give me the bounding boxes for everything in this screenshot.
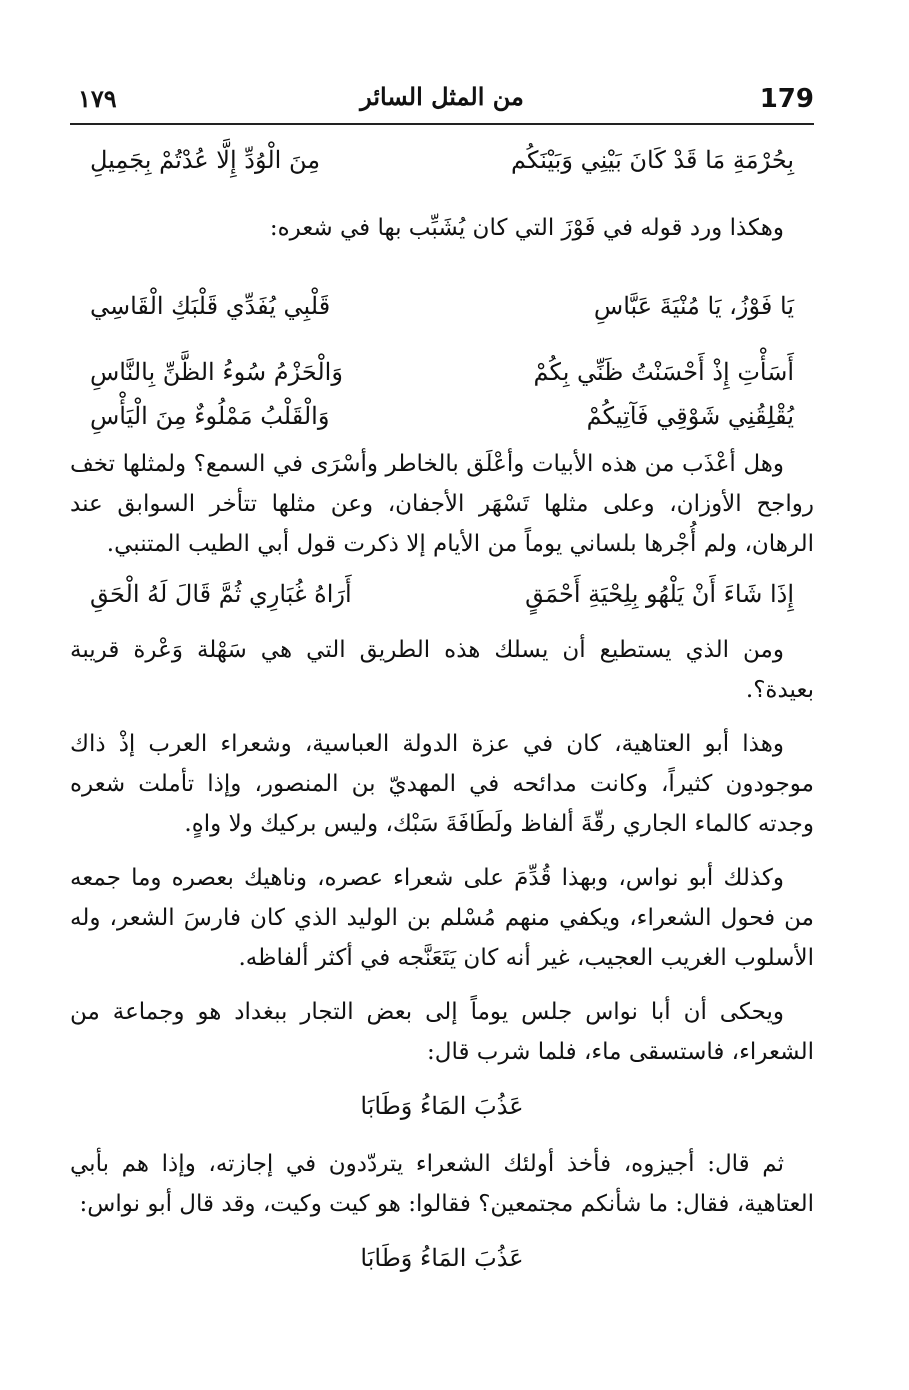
verse-first-hemistich: بِحُرْمَةِ مَا قَدْ كَانَ بَيْنِي وَبَيْنَكُم (510, 146, 794, 174)
verse-first-hemistich: أَسَأْتِ إِذْ أَحْسَنْتُ ظَنِّي بِكُمْ (533, 358, 794, 386)
verse-second-hemistich: وَالْقَلْبُ مَمْلُوءٌ مِنَ الْيَأْسِ (90, 402, 330, 430)
verse-second-hemistich: قَلْبِي يُفَدِّي قَلْبَكِ الْقَاسِي (90, 292, 331, 320)
paragraph: ثم قال: أجيزوه، فأخذ أولئك الشعراء يتردّدون في إجازته، وإذا هم بأبي العتاهية، فقال: ما شأنكم مجتمعين؟ فقالوا: هو كيت وكيت، وقد قال أبو نواس: (70, 1151, 814, 1217)
verse-first-hemistich: يَا فَوْزُ، يَا مُنْيَةَ عَبَّاسِ (593, 292, 794, 320)
page-body (70, 140, 814, 1278)
page-number-arabic: ١٧٩ (78, 84, 117, 113)
verse-hemistich: عَذُبَ المَاءُ وَطَابَا (360, 1092, 524, 1120)
verse-line (70, 288, 814, 324)
verse-first-hemistich: إِذَا شَاءَ أَنْ يَلْهُو بِلِحْيَةِ أَحْمَقٍ (525, 580, 794, 608)
header-rule (70, 123, 814, 125)
paragraph: وهكذا ورد قوله في فَوْزَ التي كان يُشَبِّب بها في شعره: (269, 215, 784, 241)
paragraph: وكذلك أبو نواس، وبهذا قُدِّمَ على شعراء عصره، وناهيك بعصره وما جمعه من فحول الشعراء، ويكفي منهم مُسْلم بن الوليد الذي كان فارسَ الشعر، وله الأسلوب الغريب العجيب، غير أنه كان يَتَعَنَّجه في أكثر ألفاظه. (70, 865, 814, 971)
verse-line (70, 398, 814, 434)
paragraph: وهل أعْذَب من هذه الأبيات وأعْلَق بالخاطر وأسْرَى في السمع؟ ولمثلها تخف رواجح الأوزان، وعلى مثلها تَسْهَر الأجفان، وعن مثلها تتأخر السوابق عند الرهان، ولم أُجْرها بلساني يوماً من الأيام إلا ذكرت قول أبي الطيب المتنبي. (70, 451, 814, 557)
paragraph: وهذا أبو العتاهية، كان في عزة الدولة العباسية، وشعراء العرب إذْ ذاك موجودون كثيراً، وكانت مدائحه في المهديّ بن المنصور، وإذا تأملت شعره وجدته كالماء الجاري رقّةَ ألفاظ ولَطَافَةَ سَبْك، وليس بركيك ولا واهٍ. (70, 731, 814, 837)
page-header (70, 78, 814, 122)
paragraph: ويحكى أن أبا نواس جلس يوماً إلى بعض التجار ببغداد هو وجماعة من الشعراء، فاستسقى ماء، فلما شرب قال: (70, 999, 814, 1065)
verse-line (70, 142, 814, 178)
verse-line (70, 354, 814, 390)
page-number-latin: 179 (759, 84, 814, 114)
verse-second-hemistich: وَالْحَزْمُ سُوءُ الظَّنِّ بِالنَّاسِ (90, 358, 343, 386)
verse-second-hemistich: مِنَ الْوُدِّ إِلَّا عُدْتُمْ بِجَمِيلِ (90, 146, 321, 174)
running-title: من المثل السائر (360, 82, 524, 111)
paragraph: ومن الذي يستطيع أن يسلك هذه الطريق التي هي سَهْلة وَعْرة قريبة بعيدة؟. (70, 637, 814, 703)
verse-second-hemistich: أَرَاهُ غُبَارِي ثُمَّ قَالَ لَهُ الْحَقِ (90, 580, 352, 608)
verse-hemistich: عَذُبَ المَاءُ وَطَابَا (360, 1244, 524, 1272)
verse-line (70, 576, 814, 612)
verse-first-hemistich: يُقْلِقُنِي شَوْقِي فَآتِيكُمْ (586, 402, 794, 430)
